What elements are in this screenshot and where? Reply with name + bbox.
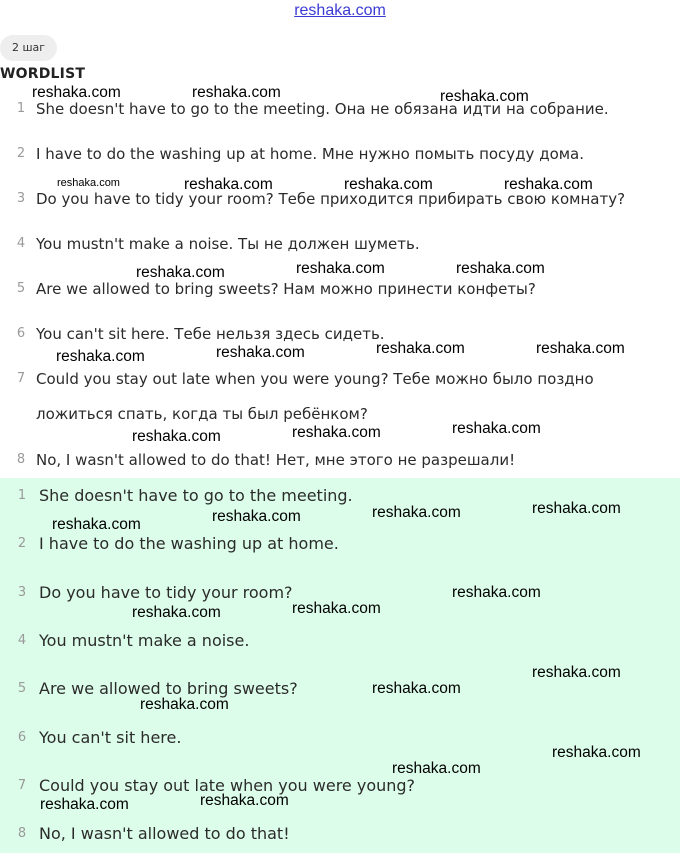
row-text: You can't sit here. xyxy=(39,728,182,747)
row-number: 2 xyxy=(16,146,26,161)
wordlist-title: WORDLIST xyxy=(0,66,86,82)
row-text: I have to do the washing up at home. xyxy=(39,534,339,553)
watermark: reshaka.com xyxy=(132,604,221,621)
row-number: 3 xyxy=(17,585,27,600)
watermark: reshaka.com xyxy=(200,792,289,809)
watermark: reshaka.com xyxy=(452,420,541,437)
watermark: reshaka.com xyxy=(296,260,385,277)
watermark: reshaka.com xyxy=(452,584,541,601)
watermark: reshaka.com xyxy=(292,600,381,617)
row-number: 4 xyxy=(16,236,26,251)
row-text: She doesn't have to go to the meeting. xyxy=(39,486,353,505)
row-number: 6 xyxy=(17,730,27,745)
row-number: 2 xyxy=(17,536,27,551)
watermark: reshaka.com xyxy=(136,264,225,281)
row-text: She doesn't have to go to the meeting. Она не обязана идти на собрание. xyxy=(36,100,609,118)
row-text: No, I wasn't allowed to do that! xyxy=(39,824,290,843)
watermark: reshaka.com xyxy=(292,424,381,441)
watermark: reshaka.com xyxy=(536,340,625,357)
row-number: 8 xyxy=(17,826,27,841)
watermark: reshaka.com xyxy=(344,176,433,193)
row-number: 5 xyxy=(17,681,27,696)
row-text: Are we allowed to bring sweets? Нам можно принести конфеты? xyxy=(36,280,536,298)
watermark: reshaka.com xyxy=(192,84,281,101)
row-number: 6 xyxy=(16,326,26,341)
row-number: 7 xyxy=(17,778,27,793)
watermark: reshaka.com xyxy=(57,177,120,189)
watermark: reshaka.com xyxy=(140,696,229,713)
watermark: reshaka.com xyxy=(440,88,529,105)
row-number: 7 xyxy=(16,371,26,386)
watermark: reshaka.com xyxy=(184,176,273,193)
row-text: Are we allowed to bring sweets? xyxy=(39,679,298,698)
row-text: Do you have to tidy your room? Тебе приходится прибирать свою комнату? xyxy=(36,190,626,208)
watermark: reshaka.com xyxy=(32,84,121,101)
row-text: You can't sit here. Тебе нельзя здесь сидеть. xyxy=(36,325,385,343)
row-number: 5 xyxy=(16,281,26,296)
watermark: reshaka.com xyxy=(532,500,621,517)
step-badge: 2 шаг xyxy=(0,35,57,61)
row-text: Could you stay out late when you were young? Тебе можно было поздно xyxy=(36,370,594,388)
row-number: 8 xyxy=(16,452,26,467)
row-text: You mustn't make a noise. xyxy=(39,631,250,650)
watermark: reshaka.com xyxy=(216,344,305,361)
watermark: reshaka.com xyxy=(532,664,621,681)
row-text: I have to do the washing up at home. Мне нужно помыть посуду дома. xyxy=(36,145,585,163)
row-text: ложиться спать, когда ты был ребёнком? xyxy=(36,405,368,423)
watermark: reshaka.com xyxy=(52,516,141,533)
watermark: reshaka.com xyxy=(376,340,465,357)
watermark: reshaka.com xyxy=(56,348,145,365)
watermark: reshaka.com xyxy=(504,176,593,193)
row-number: 1 xyxy=(16,101,26,116)
row-number: 4 xyxy=(17,633,27,648)
watermark: reshaka.com xyxy=(552,744,641,761)
row-text: No, I wasn't allowed to do that! Нет, мне этого не разрешали! xyxy=(36,451,516,469)
row-number: 1 xyxy=(17,488,27,503)
watermark: reshaka.com xyxy=(392,760,481,777)
row-text: You mustn't make a noise. Ты не должен шуметь. xyxy=(36,235,420,253)
watermark: reshaka.com xyxy=(456,260,545,277)
watermark: reshaka.com xyxy=(40,796,129,813)
row-text: Do you have to tidy your room? xyxy=(39,583,293,602)
watermark: reshaka.com xyxy=(372,504,461,521)
watermark: reshaka.com xyxy=(212,508,301,525)
row-number: 3 xyxy=(16,191,26,206)
watermark: reshaka.com xyxy=(132,428,221,445)
watermark: reshaka.com xyxy=(372,680,461,697)
site-link[interactable]: reshaka.com xyxy=(294,2,386,19)
row-text: Could you stay out late when you were young? xyxy=(39,776,416,795)
